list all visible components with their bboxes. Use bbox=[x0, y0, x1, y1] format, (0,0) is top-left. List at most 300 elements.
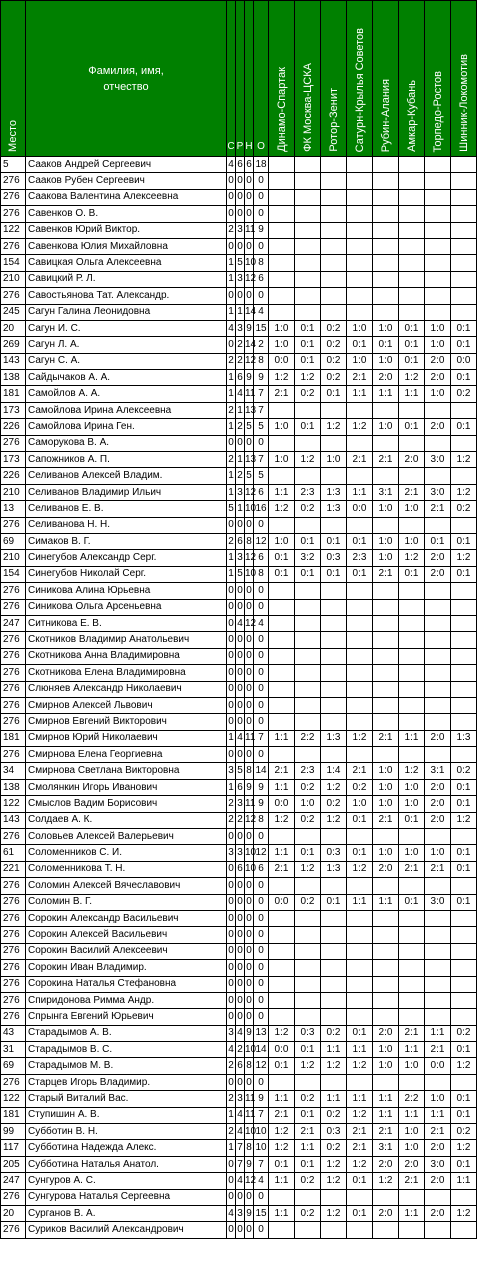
stat-cell: 5 bbox=[236, 566, 245, 582]
stat-cell: 0 bbox=[254, 665, 269, 681]
result-cell bbox=[347, 271, 373, 287]
result-cell: 2:1 bbox=[347, 370, 373, 386]
name-cell: Селиванова Н. Н. bbox=[26, 517, 227, 533]
result-cell: 0:1 bbox=[451, 566, 477, 582]
result-cell bbox=[295, 304, 321, 320]
place-cell: 276 bbox=[1, 1222, 26, 1238]
stat-cell: 12 bbox=[245, 353, 254, 369]
place-cell: 276 bbox=[1, 288, 26, 304]
place-cell: 247 bbox=[1, 615, 26, 631]
result-cell bbox=[399, 665, 425, 681]
result-cell bbox=[399, 681, 425, 697]
stat-cell: 0 bbox=[236, 632, 245, 648]
result-cell bbox=[451, 632, 477, 648]
result-cell bbox=[321, 435, 347, 451]
result-cell: 1:2 bbox=[347, 1156, 373, 1172]
stat-cell: 0 bbox=[227, 681, 236, 697]
stat-cell: 0 bbox=[245, 927, 254, 943]
name-cell: Сагун Галина Леонидовна bbox=[26, 304, 227, 320]
name-cell: Смирнов Юрий Николаевич bbox=[26, 730, 227, 746]
stat-cell: 0 bbox=[254, 829, 269, 845]
name-header: Фамилия, имя, отчество bbox=[26, 1, 227, 157]
place-cell: 154 bbox=[1, 255, 26, 271]
stat-cell: 0 bbox=[254, 1009, 269, 1025]
stat-cell: 10 bbox=[245, 501, 254, 517]
place-cell: 181 bbox=[1, 386, 26, 402]
table-row bbox=[1, 927, 477, 943]
stat-header-outcome: Н bbox=[245, 1, 254, 157]
place-cell: 276 bbox=[1, 648, 26, 664]
result-cell: 1:3 bbox=[321, 730, 347, 746]
result-cell bbox=[373, 173, 399, 189]
table-row bbox=[1, 1189, 477, 1205]
result-cell: 2:0 bbox=[425, 1140, 451, 1156]
stat-cell: 8 bbox=[254, 255, 269, 271]
result-cell: 2:1 bbox=[347, 452, 373, 468]
result-cell bbox=[425, 648, 451, 664]
result-cell bbox=[295, 714, 321, 730]
stat-cell: 0 bbox=[227, 894, 236, 910]
table-row bbox=[1, 681, 477, 697]
stat-cell: 5 bbox=[254, 419, 269, 435]
stat-cell: 8 bbox=[245, 763, 254, 779]
name-cell: Соловьев Алексей Валерьевич bbox=[26, 829, 227, 845]
result-cell bbox=[399, 1009, 425, 1025]
place-cell: 276 bbox=[1, 1074, 26, 1090]
table-row bbox=[1, 1107, 477, 1123]
result-cell bbox=[373, 402, 399, 418]
result-cell: 1:2 bbox=[373, 1173, 399, 1189]
result-cell: 0:2 bbox=[321, 337, 347, 353]
stat-cell: 0 bbox=[227, 747, 236, 763]
result-cell bbox=[373, 222, 399, 238]
result-cell: 2:0 bbox=[425, 1206, 451, 1222]
result-cell: 1:0 bbox=[425, 386, 451, 402]
result-cell: 1:1 bbox=[347, 484, 373, 500]
result-cell bbox=[347, 288, 373, 304]
table-row bbox=[1, 435, 477, 451]
result-cell bbox=[295, 829, 321, 845]
stat-cell: 3 bbox=[236, 1091, 245, 1107]
place-cell: 173 bbox=[1, 452, 26, 468]
result-cell bbox=[451, 189, 477, 205]
result-cell bbox=[451, 435, 477, 451]
stat-cell: 0 bbox=[254, 238, 269, 254]
table-row bbox=[1, 1042, 477, 1058]
result-cell bbox=[347, 747, 373, 763]
result-cell bbox=[425, 960, 451, 976]
stat-cell: 0 bbox=[254, 910, 269, 926]
result-cell bbox=[347, 681, 373, 697]
result-cell bbox=[347, 829, 373, 845]
result-cell bbox=[399, 435, 425, 451]
table-row bbox=[1, 1222, 477, 1238]
stat-cell: 12 bbox=[254, 845, 269, 861]
result-cell: 1:1 bbox=[347, 1091, 373, 1107]
stat-cell: 0 bbox=[245, 173, 254, 189]
result-cell bbox=[347, 697, 373, 713]
result-cell bbox=[295, 910, 321, 926]
stat-cell: 12 bbox=[245, 484, 254, 500]
result-cell bbox=[295, 435, 321, 451]
result-cell bbox=[451, 665, 477, 681]
table-row bbox=[1, 1156, 477, 1172]
table-row bbox=[1, 894, 477, 910]
table-row bbox=[1, 550, 477, 566]
result-cell bbox=[295, 1009, 321, 1025]
place-cell: 276 bbox=[1, 599, 26, 615]
result-cell: 0:0 bbox=[451, 353, 477, 369]
result-cell: 0:0 bbox=[269, 894, 295, 910]
result-cell bbox=[373, 927, 399, 943]
place-cell: 122 bbox=[1, 222, 26, 238]
result-cell: 1:1 bbox=[373, 894, 399, 910]
result-cell bbox=[321, 648, 347, 664]
place-cell: 276 bbox=[1, 238, 26, 254]
result-cell bbox=[295, 648, 321, 664]
result-cell: 0:0 bbox=[269, 353, 295, 369]
table-row bbox=[1, 238, 477, 254]
name-cell: Соломенникова Т. Н. bbox=[26, 861, 227, 877]
result-cell bbox=[373, 1189, 399, 1205]
result-cell bbox=[269, 583, 295, 599]
result-cell: 1:1 bbox=[269, 1091, 295, 1107]
result-cell: 0:2 bbox=[451, 763, 477, 779]
name-cell: Самойлова Ирина Ген. bbox=[26, 419, 227, 435]
result-cell: 0:1 bbox=[347, 812, 373, 828]
result-cell: 0:3 bbox=[295, 1025, 321, 1041]
stat-cell: 0 bbox=[227, 238, 236, 254]
result-cell bbox=[451, 599, 477, 615]
stat-cell: 8 bbox=[245, 1140, 254, 1156]
match-header: Динамо-Спартак bbox=[269, 1, 295, 157]
result-cell: 0:1 bbox=[451, 861, 477, 877]
place-cell: 276 bbox=[1, 697, 26, 713]
stat-cell: 0 bbox=[245, 632, 254, 648]
place-cell: 276 bbox=[1, 583, 26, 599]
result-cell bbox=[347, 238, 373, 254]
result-cell: 1:0 bbox=[373, 419, 399, 435]
stat-cell: 0 bbox=[227, 697, 236, 713]
stat-cell: 1 bbox=[227, 370, 236, 386]
place-header: Место bbox=[1, 1, 26, 157]
result-cell bbox=[295, 632, 321, 648]
result-cell bbox=[373, 1009, 399, 1025]
result-cell: 1:0 bbox=[373, 763, 399, 779]
result-cell: 0:1 bbox=[295, 566, 321, 582]
result-cell bbox=[269, 1009, 295, 1025]
result-cell: 0:1 bbox=[451, 533, 477, 549]
stat-cell: 13 bbox=[245, 452, 254, 468]
result-cell: 1:0 bbox=[373, 1058, 399, 1074]
result-cell: 1:1 bbox=[399, 1206, 425, 1222]
result-cell bbox=[425, 697, 451, 713]
table-row bbox=[1, 353, 477, 369]
stat-cell: 2 bbox=[227, 1124, 236, 1140]
stat-cell: 5 bbox=[254, 468, 269, 484]
result-cell bbox=[373, 206, 399, 222]
stat-cell: 0 bbox=[254, 189, 269, 205]
stat-cell: 0 bbox=[245, 960, 254, 976]
stat-cell: 2 bbox=[236, 1042, 245, 1058]
result-cell: 1:0 bbox=[269, 337, 295, 353]
result-cell: 0:2 bbox=[295, 1091, 321, 1107]
stat-cell: 0 bbox=[236, 1074, 245, 1090]
result-cell: 0:1 bbox=[295, 1042, 321, 1058]
stat-cell: 0 bbox=[245, 714, 254, 730]
stat-cell: 12 bbox=[254, 533, 269, 549]
name-cell: Сорокин Алексей Васильевич bbox=[26, 927, 227, 943]
stat-cell: 10 bbox=[245, 1124, 254, 1140]
result-cell bbox=[425, 943, 451, 959]
name-cell: Смирнов Евгений Викторович bbox=[26, 714, 227, 730]
result-cell: 0:1 bbox=[321, 386, 347, 402]
stat-cell: 12 bbox=[254, 1058, 269, 1074]
result-cell bbox=[295, 697, 321, 713]
result-cell: 0:2 bbox=[321, 1140, 347, 1156]
stat-cell: 5 bbox=[245, 419, 254, 435]
stat-cell: 0 bbox=[236, 173, 245, 189]
stat-cell: 12 bbox=[245, 615, 254, 631]
result-cell: 0:2 bbox=[295, 812, 321, 828]
result-cell: 1:2 bbox=[451, 452, 477, 468]
stat-cell: 0 bbox=[245, 665, 254, 681]
result-cell: 1:1 bbox=[269, 484, 295, 500]
stat-cell: 4 bbox=[236, 386, 245, 402]
table-row bbox=[1, 304, 477, 320]
place-cell: 276 bbox=[1, 632, 26, 648]
result-cell bbox=[321, 1222, 347, 1238]
result-cell bbox=[269, 599, 295, 615]
place-cell: 43 bbox=[1, 1025, 26, 1041]
result-cell: 2:0 bbox=[425, 370, 451, 386]
stat-cell: 0 bbox=[245, 238, 254, 254]
result-cell bbox=[373, 681, 399, 697]
result-cell: 1:1 bbox=[295, 1140, 321, 1156]
name-cell: Смирнов Алексей Львович bbox=[26, 697, 227, 713]
result-cell bbox=[321, 189, 347, 205]
result-cell bbox=[347, 1074, 373, 1090]
result-cell: 1:0 bbox=[425, 1091, 451, 1107]
result-cell bbox=[399, 927, 425, 943]
stat-cell: 0 bbox=[227, 1074, 236, 1090]
result-cell: 0:2 bbox=[321, 370, 347, 386]
stat-cell: 1 bbox=[227, 1107, 236, 1123]
result-cell bbox=[399, 599, 425, 615]
result-cell: 1:2 bbox=[451, 812, 477, 828]
result-cell bbox=[399, 960, 425, 976]
place-cell: 226 bbox=[1, 419, 26, 435]
stat-cell: 0 bbox=[227, 714, 236, 730]
place-cell: 276 bbox=[1, 894, 26, 910]
stat-cell: 7 bbox=[254, 452, 269, 468]
result-cell bbox=[399, 173, 425, 189]
table-row bbox=[1, 779, 477, 795]
result-cell bbox=[451, 206, 477, 222]
stat-header-points: О bbox=[254, 1, 269, 157]
result-cell bbox=[269, 255, 295, 271]
result-cell: 0:1 bbox=[347, 337, 373, 353]
stat-cell: 1 bbox=[227, 550, 236, 566]
result-cell: 0:2 bbox=[451, 1025, 477, 1041]
result-cell bbox=[451, 992, 477, 1008]
stat-cell: 0 bbox=[254, 517, 269, 533]
place-cell: 13 bbox=[1, 501, 26, 517]
result-cell bbox=[321, 206, 347, 222]
result-cell: 0:1 bbox=[347, 1173, 373, 1189]
place-cell: 143 bbox=[1, 353, 26, 369]
result-cell bbox=[373, 697, 399, 713]
stat-cell: 2 bbox=[236, 353, 245, 369]
result-cell: 1:0 bbox=[425, 845, 451, 861]
result-cell bbox=[295, 173, 321, 189]
result-cell: 1:1 bbox=[269, 845, 295, 861]
result-cell bbox=[295, 681, 321, 697]
stat-cell: 0 bbox=[245, 1222, 254, 1238]
stat-cell: 0 bbox=[236, 206, 245, 222]
result-cell bbox=[451, 976, 477, 992]
name-cell: Суриков Василий Александрович bbox=[26, 1222, 227, 1238]
result-cell: 0:2 bbox=[321, 1025, 347, 1041]
result-cell bbox=[451, 1189, 477, 1205]
result-cell bbox=[295, 157, 321, 173]
stat-cell: 0 bbox=[227, 337, 236, 353]
result-cell: 2:1 bbox=[399, 1173, 425, 1189]
place-cell: 20 bbox=[1, 320, 26, 336]
result-cell bbox=[399, 517, 425, 533]
result-cell: 1:0 bbox=[373, 320, 399, 336]
place-cell: 205 bbox=[1, 1156, 26, 1172]
result-cell: 2:0 bbox=[373, 1206, 399, 1222]
stat-cell: 1 bbox=[227, 304, 236, 320]
result-cell: 1:1 bbox=[399, 1107, 425, 1123]
result-cell: 0:1 bbox=[295, 353, 321, 369]
name-cell: Соломин Алексей Вячеславович bbox=[26, 878, 227, 894]
match-header: Шинник-Локомотив bbox=[451, 1, 477, 157]
stat-cell: 7 bbox=[236, 1156, 245, 1172]
place-cell: 138 bbox=[1, 370, 26, 386]
table-row bbox=[1, 976, 477, 992]
result-cell bbox=[425, 992, 451, 1008]
result-cell: 1:1 bbox=[269, 730, 295, 746]
result-cell bbox=[269, 238, 295, 254]
stat-cell: 0 bbox=[254, 206, 269, 222]
result-cell bbox=[321, 1189, 347, 1205]
result-cell: 2:1 bbox=[269, 1107, 295, 1123]
result-cell bbox=[373, 943, 399, 959]
name-cell: Сагун С. А. bbox=[26, 353, 227, 369]
result-cell: 2:3 bbox=[347, 550, 373, 566]
stat-cell: 0 bbox=[245, 992, 254, 1008]
result-cell: 2:0 bbox=[399, 452, 425, 468]
name-cell: Ситникова Е. В. bbox=[26, 615, 227, 631]
stat-cell: 10 bbox=[245, 845, 254, 861]
result-cell bbox=[399, 157, 425, 173]
result-cell bbox=[269, 615, 295, 631]
result-cell bbox=[373, 960, 399, 976]
result-cell: 2:1 bbox=[373, 730, 399, 746]
stat-cell: 3 bbox=[236, 271, 245, 287]
result-cell: 0:3 bbox=[321, 1124, 347, 1140]
stat-cell: 0 bbox=[254, 878, 269, 894]
stat-cell: 2 bbox=[227, 353, 236, 369]
stat-cell: 0 bbox=[236, 1222, 245, 1238]
place-cell: 276 bbox=[1, 1189, 26, 1205]
result-cell bbox=[373, 747, 399, 763]
result-cell bbox=[347, 583, 373, 599]
result-cell: 2:0 bbox=[425, 812, 451, 828]
result-cell bbox=[425, 238, 451, 254]
result-cell: 1:0 bbox=[373, 779, 399, 795]
result-cell bbox=[399, 648, 425, 664]
stat-cell: 9 bbox=[245, 320, 254, 336]
table-row bbox=[1, 566, 477, 582]
stat-cell: 3 bbox=[236, 550, 245, 566]
result-cell bbox=[451, 157, 477, 173]
result-cell bbox=[451, 910, 477, 926]
stat-cell: 6 bbox=[254, 550, 269, 566]
result-cell: 0:1 bbox=[321, 566, 347, 582]
result-cell: 1:0 bbox=[373, 845, 399, 861]
stat-cell: 9 bbox=[245, 1156, 254, 1172]
stat-cell: 0 bbox=[254, 648, 269, 664]
place-cell: 210 bbox=[1, 550, 26, 566]
place-cell: 20 bbox=[1, 1206, 26, 1222]
stat-cell: 0 bbox=[245, 189, 254, 205]
table-row bbox=[1, 337, 477, 353]
result-cell bbox=[373, 435, 399, 451]
stat-cell: 10 bbox=[245, 255, 254, 271]
result-cell bbox=[321, 714, 347, 730]
result-cell: 1:0 bbox=[347, 796, 373, 812]
stat-cell: 1 bbox=[227, 1140, 236, 1156]
result-cell: 0:1 bbox=[321, 533, 347, 549]
stat-cell: 0 bbox=[254, 697, 269, 713]
name-cell: Савицкий Р. Л. bbox=[26, 271, 227, 287]
stat-cell: 0 bbox=[254, 583, 269, 599]
stat-cell: 4 bbox=[227, 1042, 236, 1058]
stat-cell: 5 bbox=[227, 501, 236, 517]
table-row bbox=[1, 173, 477, 189]
stat-cell: 2 bbox=[227, 533, 236, 549]
result-cell: 1:2 bbox=[295, 452, 321, 468]
result-cell: 0:1 bbox=[347, 533, 373, 549]
stat-cell: 0 bbox=[236, 894, 245, 910]
stat-cell: 0 bbox=[236, 697, 245, 713]
stat-cell: 1 bbox=[227, 779, 236, 795]
result-cell: 1:0 bbox=[425, 320, 451, 336]
stat-header-wins: С bbox=[227, 1, 236, 157]
stat-cell: 0 bbox=[254, 714, 269, 730]
result-cell bbox=[425, 747, 451, 763]
result-cell bbox=[399, 615, 425, 631]
result-cell bbox=[373, 992, 399, 1008]
stat-cell: 0 bbox=[227, 910, 236, 926]
result-cell bbox=[347, 960, 373, 976]
table-row bbox=[1, 402, 477, 418]
stat-cell: 11 bbox=[245, 796, 254, 812]
name-cell: Савенков Юрий Виктор. bbox=[26, 222, 227, 238]
result-cell bbox=[451, 943, 477, 959]
result-cell: 0:1 bbox=[347, 1206, 373, 1222]
result-cell: 1:2 bbox=[269, 812, 295, 828]
name-cell: Слюняев Александр Николаевич bbox=[26, 681, 227, 697]
result-cell: 2:1 bbox=[425, 861, 451, 877]
result-cell: 1:1 bbox=[373, 1107, 399, 1123]
table-row bbox=[1, 878, 477, 894]
result-cell bbox=[425, 681, 451, 697]
place-cell: 226 bbox=[1, 468, 26, 484]
